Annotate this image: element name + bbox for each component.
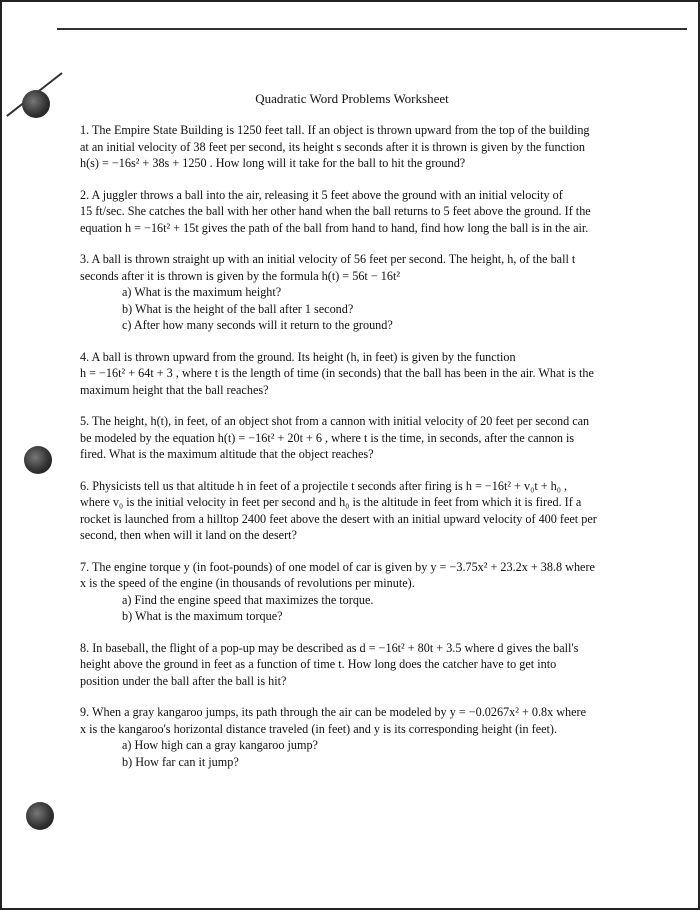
problem-line: height above the ground in feet as a function of time t. How long does the catcher have to get into: [80, 657, 557, 671]
problem-line: 9. When a gray kangaroo jumps, its path through the air can be modeled by y = −0.0267x² + 0.8x where: [80, 705, 587, 719]
problem-text: [80, 640, 650, 690]
problem-line: second, then when will it land on the desert?: [80, 528, 297, 542]
problem-text: [80, 122, 650, 172]
problem-line: 15 ft/sec. She catches the ball with her other hand when the ball returns to 5 feet above the ground. If the: [80, 204, 591, 218]
sub-question: c) After how many seconds will it return to the ground?: [122, 318, 393, 332]
problem-5: [80, 413, 650, 463]
sub-question-list: [80, 592, 650, 625]
problem-9: [80, 704, 650, 770]
problem-line: 6. Physicists tell us that altitude h in feet of a projectile t seconds after firing is h = −16t² + v₀t + h₀ ,: [80, 478, 568, 493]
problem-line: 2. A juggler throws a ball into the air, releasing it 5 feet above the ground with an initial velocity of: [80, 187, 563, 202]
sub-question: a) How high can a gray kangaroo jump?: [122, 738, 318, 752]
sub-question-list: [80, 284, 650, 334]
sub-question: b) What is the maximum torque?: [122, 609, 283, 623]
problem-line: fired. What is the maximum altitude that the object reaches?: [80, 447, 374, 461]
problem-text: [80, 251, 650, 284]
problem-line: maximum height that the ball reaches?: [80, 382, 269, 397]
problem-text: [80, 187, 650, 237]
problem-line: h = −16t² + 64t + 3 , where t is the length of time (in seconds) that the ball has been in the air. What is the: [80, 366, 594, 380]
punch-hole-middle: [24, 446, 52, 474]
problem-line: where v₀ is the initial velocity in feet per second and h₀ is the altitude in feet from which it is fired. If a: [80, 495, 582, 509]
problem-line: at an initial velocity of 38 feet per second, its height s seconds after it is thrown is given by the function: [80, 139, 585, 154]
problem-1: [80, 122, 650, 172]
problem-line: position under the ball after the ball is hit?: [80, 673, 287, 688]
problem-8: [80, 640, 650, 690]
problem-line: 5. The height, h(t), in feet, of an object shot from a cannon with initial velocity of 20 feet per second can: [80, 414, 590, 428]
sub-question: a) What is the maximum height?: [122, 285, 282, 299]
problem-2: [80, 187, 650, 237]
problem-text: [80, 349, 650, 399]
problem-line: 3. A ball is thrown straight up with an initial velocity of 56 feet per second. The height, h, of the ball t: [80, 252, 576, 266]
problem-text: [80, 478, 650, 544]
sub-question: a) Find the engine speed that maximizes the torque.: [122, 592, 374, 607]
top-border-line: [57, 28, 687, 30]
problem-6: [80, 478, 650, 544]
problem-line: 8. In baseball, the flight of a pop-up may be described as d = −16t² + 80t + 3.5 where d gives the ball's: [80, 640, 579, 655]
problem-3: [80, 251, 650, 334]
problem-line: rocket is launched from a hilltop 2400 feet above the desert with an initial upward velocity of 400 feet per: [80, 511, 597, 526]
problem-line: 7. The engine torque y (in foot-pounds) of one model of car is given by y = −3.75x² + 23.2x + 38.8 where: [80, 559, 595, 574]
problem-line: be modeled by the equation h(t) = −16t² + 20t + 6 , where t is the time, in seconds, after the cannon is: [80, 430, 575, 445]
problem-text: [80, 559, 650, 592]
problem-7: [80, 559, 650, 625]
sub-question: b) What is the height of the ball after 1 second?: [122, 301, 354, 316]
problem-line: equation h = −16t² + 15t gives the path of the ball from hand to hand, find how long the ball is in the air.: [80, 220, 589, 235]
problem-4: [80, 349, 650, 399]
problem-text: [80, 413, 650, 463]
problem-line: seconds after it is thrown is given by the formula h(t) = 56t − 16t²: [80, 268, 400, 283]
problem-line: x is the kangaroo's horizontal distance traveled (in feet) and y is its corresponding height (in feet).: [80, 721, 558, 736]
sub-question: b) How far can it jump?: [122, 754, 239, 769]
worksheet-title: Quadratic Word Problems Worksheet: [255, 91, 449, 106]
problem-line: x is the speed of the engine (in thousands of revolutions per minute).: [80, 576, 415, 590]
problem-line: 1. The Empire State Building is 1250 feet tall. If an object is thrown upward from the top of the building: [80, 123, 590, 137]
problem-line: h(s) = −16s² + 38s + 1250 . How long will it take for the ball to hit the ground?: [80, 156, 466, 170]
problem-text: [80, 704, 650, 737]
sub-question-list: [80, 737, 650, 770]
problem-list: [80, 122, 650, 785]
problem-line: 4. A ball is thrown upward from the ground. Its height (h, in feet) is given by the function: [80, 349, 516, 364]
punch-hole-bottom: [26, 802, 54, 830]
